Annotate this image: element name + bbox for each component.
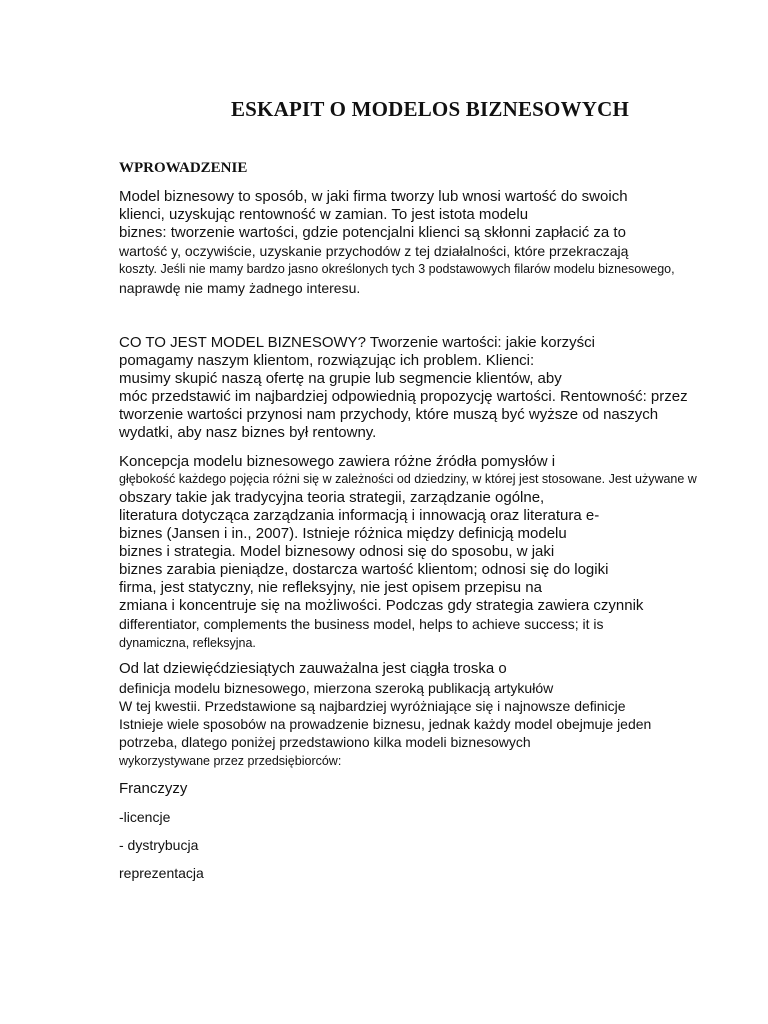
intro-line: klienci, uzyskując rentowność w zamian. To jest istota modelu xyxy=(119,206,529,223)
document-title: ESKAPIT O MODELOS BIZNESOWYCH xyxy=(230,97,630,121)
history-line: definicja modelu biznesowego, mierzona szeroką publikacją artykułów xyxy=(119,680,554,696)
concept-line: dynamiczna, refleksyjna. xyxy=(119,636,256,650)
definition-line: CO TO JEST MODEL BIZNESOWY? Tworzenie wartości: jakie korzyści xyxy=(119,334,595,351)
history-line: wykorzystywane przez przedsiębiorców: xyxy=(119,754,342,768)
definition-line: wydatki, aby nasz biznes był rentowny. xyxy=(119,424,377,441)
intro-line: koszty. Jeśli nie mamy bardzo jasno określonych tych 3 podstawowych filarów modelu biznesowego, xyxy=(119,262,675,276)
intro-line: naprawdę nie mamy żadnego interesu. xyxy=(119,280,361,296)
section-heading-intro: WPROWADZENIE xyxy=(119,160,248,176)
concept-line: Koncepcja modelu biznesowego zawiera różne źródła pomysłów i xyxy=(119,453,556,470)
intro-line: Model biznesowy to sposób, w jaki firma tworzy lub wnosi wartość do swoich xyxy=(119,188,628,205)
definition-line: musimy skupić naszą ofertę na grupie lub segmencie klientów, aby xyxy=(119,370,562,387)
history-line: W tej kwestii. Przedstawione są najbardziej wyróżniające się i najnowsze definicje xyxy=(119,698,626,714)
history-line: Istnieje wiele sposobów na prowadzenie biznesu, jednak każdy model obejmuje jeden xyxy=(119,716,652,732)
definition-line: pomagamy naszym klientom, rozwiązując ich problem. Klienci: xyxy=(119,352,535,369)
history-line: Od lat dziewięćdziesiątych zauważalna jest ciągła troska o xyxy=(119,660,507,677)
concept-line: differentiator, complements the business model, helps to achieve success; it is xyxy=(119,616,604,632)
intro-line: wartość y, oczywiście, uzyskanie przychodów z tej działalności, które przekraczają xyxy=(119,243,629,259)
definition-line: móc przedstawić im najbardziej odpowiednią propozycję wartości. Rentowność: przez xyxy=(119,388,688,405)
list-item: - dystrybucja xyxy=(119,837,199,853)
list-item: Franczyzy xyxy=(119,780,188,797)
concept-line: biznes (Jansen i in., 2007). Istnieje różnica między definicją modelu xyxy=(119,525,567,542)
concept-line: biznes i strategia. Model biznesowy odnosi się do sposobu, w jaki xyxy=(119,543,555,560)
history-line: potrzeba, dlatego poniżej przedstawiono kilka modeli biznesowych xyxy=(119,734,531,750)
definition-line: tworzenie wartości przynosi nam przychody, które muszą być wyższe od naszych xyxy=(119,406,659,423)
concept-line: biznes zarabia pieniądze, dostarcza wartość klientom; odnosi się do logiki xyxy=(119,561,609,578)
concept-line: firma, jest statyczny, nie refleksyjny, nie jest opisem przepisu na xyxy=(119,579,542,596)
intro-line: biznes: tworzenie wartości, gdzie potencjalni klienci są skłonni zapłacić za to xyxy=(119,224,626,241)
concept-line: głębokość każdego pojęcia różni się w zależności od dziedziny, w której jest stosowane. Jest używane w xyxy=(119,472,697,486)
concept-line: zmiana i koncentruje się na możliwości. Podczas gdy strategia zawiera czynnik xyxy=(119,597,644,614)
concept-line: literatura dotycząca zarządzania informacją i innowacją oraz literatura e- xyxy=(119,507,600,524)
concept-line: obszary takie jak tradycyjna teoria strategii, zarządzanie ogólne, xyxy=(119,489,545,506)
list-item: reprezentacja xyxy=(119,865,204,881)
list-item: -licencje xyxy=(119,809,171,825)
